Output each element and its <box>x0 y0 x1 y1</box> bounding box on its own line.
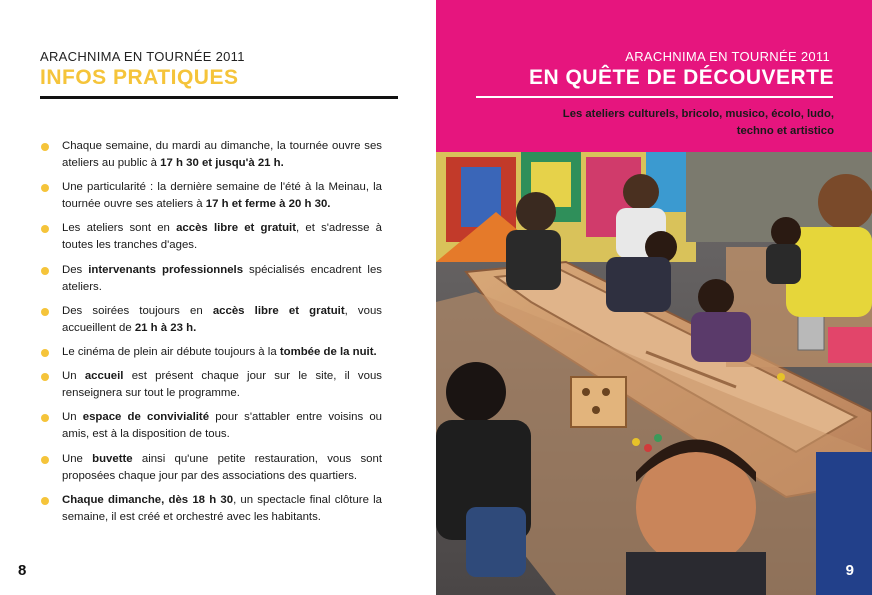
info-item <box>40 409 382 443</box>
left-page-title: INFOS PRATIQUES <box>40 66 239 89</box>
info-item-text: est présent chaque jour sur le site, il vous renseignera sur tout le programme. <box>62 370 382 400</box>
info-item-highlight: 21 h à 23 h. <box>134 321 197 334</box>
info-item-text: pour s'attabler entre voisins ou amis, est à la disposition de tous. <box>62 411 382 441</box>
left-kicker: ARACHNIMA EN TOURNÉE 2011 <box>40 49 245 64</box>
info-item-highlight: 17 h 30 et jusqu'à 21 h. <box>160 157 284 169</box>
info-item-text: ainsi qu'une petite restauration, vous sont proposées chaque jour par des associations des quartiers. <box>62 452 382 482</box>
bullet-dot-icon <box>41 414 49 422</box>
info-item <box>40 344 382 361</box>
info-item-highlight: accès libre et gratuit <box>176 222 296 235</box>
bullet-dot-icon <box>41 267 49 275</box>
bullet-dot-icon <box>41 143 49 151</box>
info-item <box>40 138 382 172</box>
left-title-rule <box>40 96 398 99</box>
info-item-highlight: tombée de la nuit. <box>279 345 377 358</box>
info-item-text: , vous accueillent de <box>62 304 382 334</box>
info-item-text: Une <box>62 452 93 465</box>
info-item-text: Les ateliers sont en <box>62 222 177 235</box>
info-item-highlight: accueil <box>84 370 124 383</box>
right-subtitle: Les ateliers culturels, bricolo, musico, écolo, ludo, techno et artistico <box>562 108 834 137</box>
info-item-text: Une particularité : la dernière semaine de l'été à la Meinau, la tournée ouvre ses ateliers à <box>62 181 382 211</box>
bullet-dot-icon <box>41 497 49 505</box>
photo-illustration <box>436 152 872 595</box>
info-item <box>40 368 382 402</box>
info-item-highlight: 17 h et ferme à 20 h 30. <box>205 198 331 211</box>
info-item-highlight: accès libre et gratuit <box>212 304 345 317</box>
header-banner <box>436 0 872 152</box>
info-item <box>40 179 382 213</box>
info-item-text: Un <box>62 370 85 383</box>
right-kicker: ARACHNIMA EN TOURNÉE 2011 <box>625 49 830 64</box>
info-item <box>40 262 382 296</box>
bullet-dot-icon <box>41 225 49 233</box>
right-title-rule <box>476 96 833 98</box>
info-item-text: Chaque semaine, du mardi au dimanche, la tournée ouvre ses ateliers au public à <box>62 140 382 169</box>
children-workshop-photo <box>436 152 872 595</box>
bullet-dot-icon <box>41 373 49 381</box>
info-item <box>40 220 382 254</box>
left-page-number: 8 <box>18 562 27 579</box>
bullet-dot-icon <box>41 184 49 192</box>
info-item <box>40 451 382 485</box>
info-item-highlight: buvette <box>92 452 133 465</box>
info-item-text: Des soirées toujours en <box>62 304 213 317</box>
right-page-title: EN QUÊTE DE DÉCOUVERTE <box>528 66 834 89</box>
info-item-text: Un <box>62 411 83 424</box>
info-item-highlight: intervenants professionnels <box>88 263 244 276</box>
bullet-dot-icon <box>41 349 49 357</box>
info-item <box>40 492 382 526</box>
info-item-highlight: espace de convivialité <box>82 411 210 424</box>
right-page <box>436 0 872 595</box>
info-item <box>40 303 382 337</box>
info-item-text: Des <box>62 263 89 276</box>
bullet-dot-icon <box>41 456 49 464</box>
info-item-text: , un spectacle final clôture la semaine, il est créé et orchestré avec les habitants. <box>62 493 382 523</box>
info-item-highlight: Chaque dimanche, dès 18 h 30 <box>62 493 234 506</box>
right-page-number: 9 <box>845 562 854 579</box>
bullet-dot-icon <box>41 308 49 316</box>
info-item-text: spécialisés encadrent les ateliers. <box>62 263 382 293</box>
info-item-text: Le cinéma de plein air débute toujours à la <box>62 345 280 358</box>
info-list <box>40 138 382 533</box>
info-item-text: , et s'adresse à toutes les tranches d'ages. <box>62 222 382 252</box>
